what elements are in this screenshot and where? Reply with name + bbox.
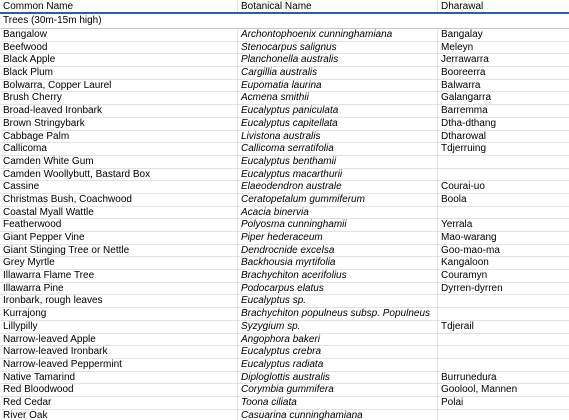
cell-botanical-name[interactable]: Brachychiton populneus subsp. Populneus bbox=[238, 308, 438, 320]
cell-botanical-name[interactable]: Livistona australis bbox=[238, 131, 438, 143]
header-dharawal[interactable]: Dharawal bbox=[441, 1, 484, 12]
cell-common-name[interactable]: Christmas Bush, Coachwood bbox=[0, 194, 238, 206]
table-row bbox=[0, 372, 569, 385]
cell-dharawal[interactable]: Goo-mao-ma bbox=[441, 244, 500, 256]
table-row bbox=[0, 346, 569, 359]
table-row bbox=[0, 80, 569, 93]
cell-botanical-name[interactable]: Dendrocnide excelsa bbox=[238, 245, 438, 257]
header-row bbox=[0, 0, 569, 14]
cell-botanical-name[interactable]: Eucalyptus paniculata bbox=[238, 105, 438, 117]
table-row bbox=[0, 156, 569, 169]
cell-dharawal[interactable] bbox=[438, 308, 569, 320]
cell-common-name[interactable]: Cassine bbox=[0, 181, 238, 193]
cell-common-name[interactable]: Lillypilly bbox=[0, 321, 238, 333]
cell-common-name[interactable]: Black Plum bbox=[0, 67, 238, 79]
cell-common-name[interactable]: Callicoma bbox=[0, 143, 238, 155]
table-row bbox=[0, 54, 569, 67]
cell-common-name[interactable]: Native Tamarind bbox=[0, 372, 238, 384]
table-row bbox=[0, 283, 569, 296]
table-row bbox=[0, 270, 569, 283]
cell-botanical-name[interactable]: Callicoma serratifolia bbox=[238, 143, 438, 155]
cell-common-name[interactable]: Giant Stinging Tree or Nettle bbox=[0, 245, 238, 257]
cell-common-name[interactable]: Grey Myrtle bbox=[0, 257, 238, 269]
cell-common-name[interactable]: Ironbark, rough leaves bbox=[0, 295, 238, 307]
cell-dharawal[interactable] bbox=[438, 334, 569, 346]
cell-dharawal[interactable] bbox=[438, 346, 569, 358]
cell-common-name[interactable]: Camden Woollybutt, Bastard Box bbox=[0, 169, 238, 181]
table-row bbox=[0, 410, 569, 420]
cell-dharawal[interactable] bbox=[438, 156, 569, 168]
header-botanical-name[interactable]: Botanical Name bbox=[238, 0, 438, 12]
cell-botanical-name[interactable]: Eucalyptus capitellata bbox=[238, 118, 438, 130]
cell-common-name[interactable]: Illawarra Flame Tree bbox=[0, 270, 238, 282]
cell-dharawal[interactable]: Kangaloon bbox=[441, 257, 489, 269]
table-row bbox=[0, 359, 569, 372]
cell-botanical-name[interactable]: Eucalyptus sp. bbox=[238, 295, 438, 307]
cell-botanical-name[interactable]: Syzygium sp. bbox=[238, 321, 438, 333]
cell-botanical-name[interactable]: Ceratopetalum gummiferum bbox=[238, 194, 438, 206]
cell-botanical-name[interactable]: Diploglottis australis bbox=[238, 372, 438, 384]
cell-dharawal[interactable]: Jerrawarra bbox=[441, 54, 489, 66]
cell-dharawal[interactable] bbox=[438, 169, 569, 181]
cell-dharawal[interactable]: Polai bbox=[441, 396, 464, 408]
cell-common-name[interactable]: Red Cedar bbox=[0, 397, 238, 409]
section-row bbox=[0, 14, 569, 29]
table-row bbox=[0, 194, 569, 207]
cell-botanical-name[interactable]: Eucalyptus crebra bbox=[238, 346, 438, 358]
cell-common-name[interactable]: Beefwood bbox=[0, 42, 238, 54]
cell-common-name[interactable]: Cabbage Palm bbox=[0, 131, 238, 143]
cell-dharawal[interactable] bbox=[438, 295, 569, 307]
cell-common-name[interactable]: Broad-leaved Ironbark bbox=[0, 105, 238, 117]
cell-dharawal[interactable]: Bangalay bbox=[441, 29, 483, 40]
cell-dharawal[interactable]: Booreerra bbox=[441, 67, 486, 79]
table-row bbox=[0, 105, 569, 118]
cell-dharawal[interactable]: Barremma bbox=[441, 105, 488, 117]
cell-common-name[interactable]: Narrow-leaved Ironbark bbox=[0, 346, 238, 358]
cell-common-name[interactable]: Giant Pepper Vine bbox=[0, 232, 238, 244]
cell-botanical-name[interactable]: Podocarpus elatus bbox=[238, 283, 438, 295]
table-row bbox=[0, 308, 569, 321]
table-row bbox=[0, 92, 569, 105]
table-row bbox=[0, 219, 569, 232]
cell-dharawal[interactable] bbox=[438, 359, 569, 371]
table-row bbox=[0, 295, 569, 308]
cell-botanical-name[interactable]: Toona ciliata bbox=[238, 397, 438, 409]
cell-botanical-name[interactable]: Casuarina cunninghamiana bbox=[238, 410, 438, 420]
table-row bbox=[0, 181, 569, 194]
cell-botanical-name[interactable]: Polyosma cunninghamii bbox=[238, 219, 438, 231]
cell-common-name[interactable]: Narrow-leaved Peppermint bbox=[0, 359, 238, 371]
cell-botanical-name[interactable]: Planchonella australis bbox=[238, 54, 438, 66]
cell-dharawal[interactable]: Boola bbox=[441, 193, 467, 205]
cell-dharawal[interactable] bbox=[438, 207, 569, 219]
cell-botanical-name[interactable]: Angophora bakeri bbox=[238, 334, 438, 346]
cell-dharawal[interactable]: Goolool, Mannen bbox=[441, 384, 518, 396]
cell-common-name[interactable]: Brown Stringybark bbox=[0, 118, 238, 130]
cell-common-name[interactable]: Illawarra Pine bbox=[0, 283, 238, 295]
cell-common-name[interactable]: Coastal Myall Wattle bbox=[0, 207, 238, 219]
cell-dharawal[interactable]: Tdjerail bbox=[441, 320, 474, 332]
cell-botanical-name[interactable]: Eucalyptus macarthurii bbox=[238, 169, 438, 181]
cell-dharawal[interactable]: Meleyn bbox=[441, 41, 474, 53]
cell-botanical-name[interactable]: Piper hederaceum bbox=[238, 232, 438, 244]
cell-common-name[interactable]: River Oak bbox=[0, 410, 238, 420]
cell-dharawal[interactable]: Dyrren-dyrren bbox=[441, 282, 503, 294]
header-common-name[interactable]: Common Name bbox=[0, 0, 238, 12]
cell-dharawal[interactable] bbox=[438, 410, 569, 420]
cell-dharawal[interactable]: Couramyn bbox=[441, 270, 488, 282]
table-row bbox=[0, 42, 569, 55]
table-row bbox=[0, 245, 569, 258]
section-label[interactable]: Trees (30m-15m high) bbox=[3, 15, 102, 26]
cell-botanical-name[interactable]: Elaeodendron australe bbox=[238, 181, 438, 193]
cell-botanical-name[interactable]: Corymbia gummifera bbox=[238, 384, 438, 396]
cell-common-name[interactable]: Kurrajong bbox=[0, 308, 238, 320]
cell-common-name[interactable]: Red Bloodwood bbox=[0, 384, 238, 396]
cell-botanical-name[interactable]: Acmena smithii bbox=[238, 92, 438, 104]
cell-dharawal[interactable]: Burrunedura bbox=[441, 371, 497, 383]
cell-botanical-name[interactable]: Acacia binervia bbox=[238, 207, 438, 219]
cell-dharawal[interactable]: Tdjerruing bbox=[441, 143, 487, 155]
cell-common-name[interactable]: Black Apple bbox=[0, 54, 238, 66]
table-body bbox=[0, 29, 569, 420]
table-row bbox=[0, 257, 569, 270]
cell-botanical-name[interactable]: Brachychiton acerifolius bbox=[238, 270, 438, 282]
cell-botanical-name[interactable]: Cargillia australis bbox=[238, 67, 438, 79]
cell-botanical-name[interactable]: Stenocarpus salignus bbox=[238, 42, 438, 54]
cell-dharawal[interactable]: Dtharowal bbox=[441, 130, 487, 142]
table-row bbox=[0, 207, 569, 220]
table-row bbox=[0, 143, 569, 156]
cell-common-name[interactable]: Brush Cherry bbox=[0, 92, 238, 104]
cell-dharawal[interactable]: Mao-warang bbox=[441, 232, 497, 243]
table-row bbox=[0, 321, 569, 334]
cell-botanical-name[interactable]: Archontophoenix cunninghamiana bbox=[238, 29, 438, 41]
table-row bbox=[0, 334, 569, 347]
table-row bbox=[0, 131, 569, 144]
cell-common-name[interactable]: Camden White Gum bbox=[0, 156, 238, 168]
cell-dharawal[interactable]: Courai-uo bbox=[441, 181, 485, 193]
cell-common-name[interactable]: Featherwood bbox=[0, 219, 238, 231]
table-row bbox=[0, 67, 569, 80]
cell-botanical-name[interactable]: Eupomatia laurina bbox=[238, 80, 438, 92]
cell-dharawal[interactable]: Galangarra bbox=[441, 92, 492, 104]
table-row bbox=[0, 384, 569, 397]
cell-common-name[interactable]: Bangalow bbox=[0, 29, 238, 41]
table-row bbox=[0, 29, 569, 42]
table-row bbox=[0, 169, 569, 182]
cell-common-name[interactable]: Narrow-leaved Apple bbox=[0, 334, 238, 346]
cell-dharawal[interactable]: Dtha-dthang bbox=[441, 117, 497, 129]
table-row bbox=[0, 397, 569, 410]
cell-dharawal[interactable]: Yerrala bbox=[441, 219, 473, 231]
table-row bbox=[0, 118, 569, 131]
table-row bbox=[0, 232, 569, 245]
cell-botanical-name[interactable]: Eucalyptus radiata bbox=[238, 359, 438, 371]
cell-botanical-name[interactable]: Backhousia myrtifolia bbox=[238, 257, 438, 269]
cell-common-name[interactable]: Bolwarra, Copper Laurel bbox=[0, 80, 238, 92]
cell-dharawal[interactable]: Balwarra bbox=[441, 79, 481, 91]
cell-botanical-name[interactable]: Eucalyptus benthamii bbox=[238, 156, 438, 168]
